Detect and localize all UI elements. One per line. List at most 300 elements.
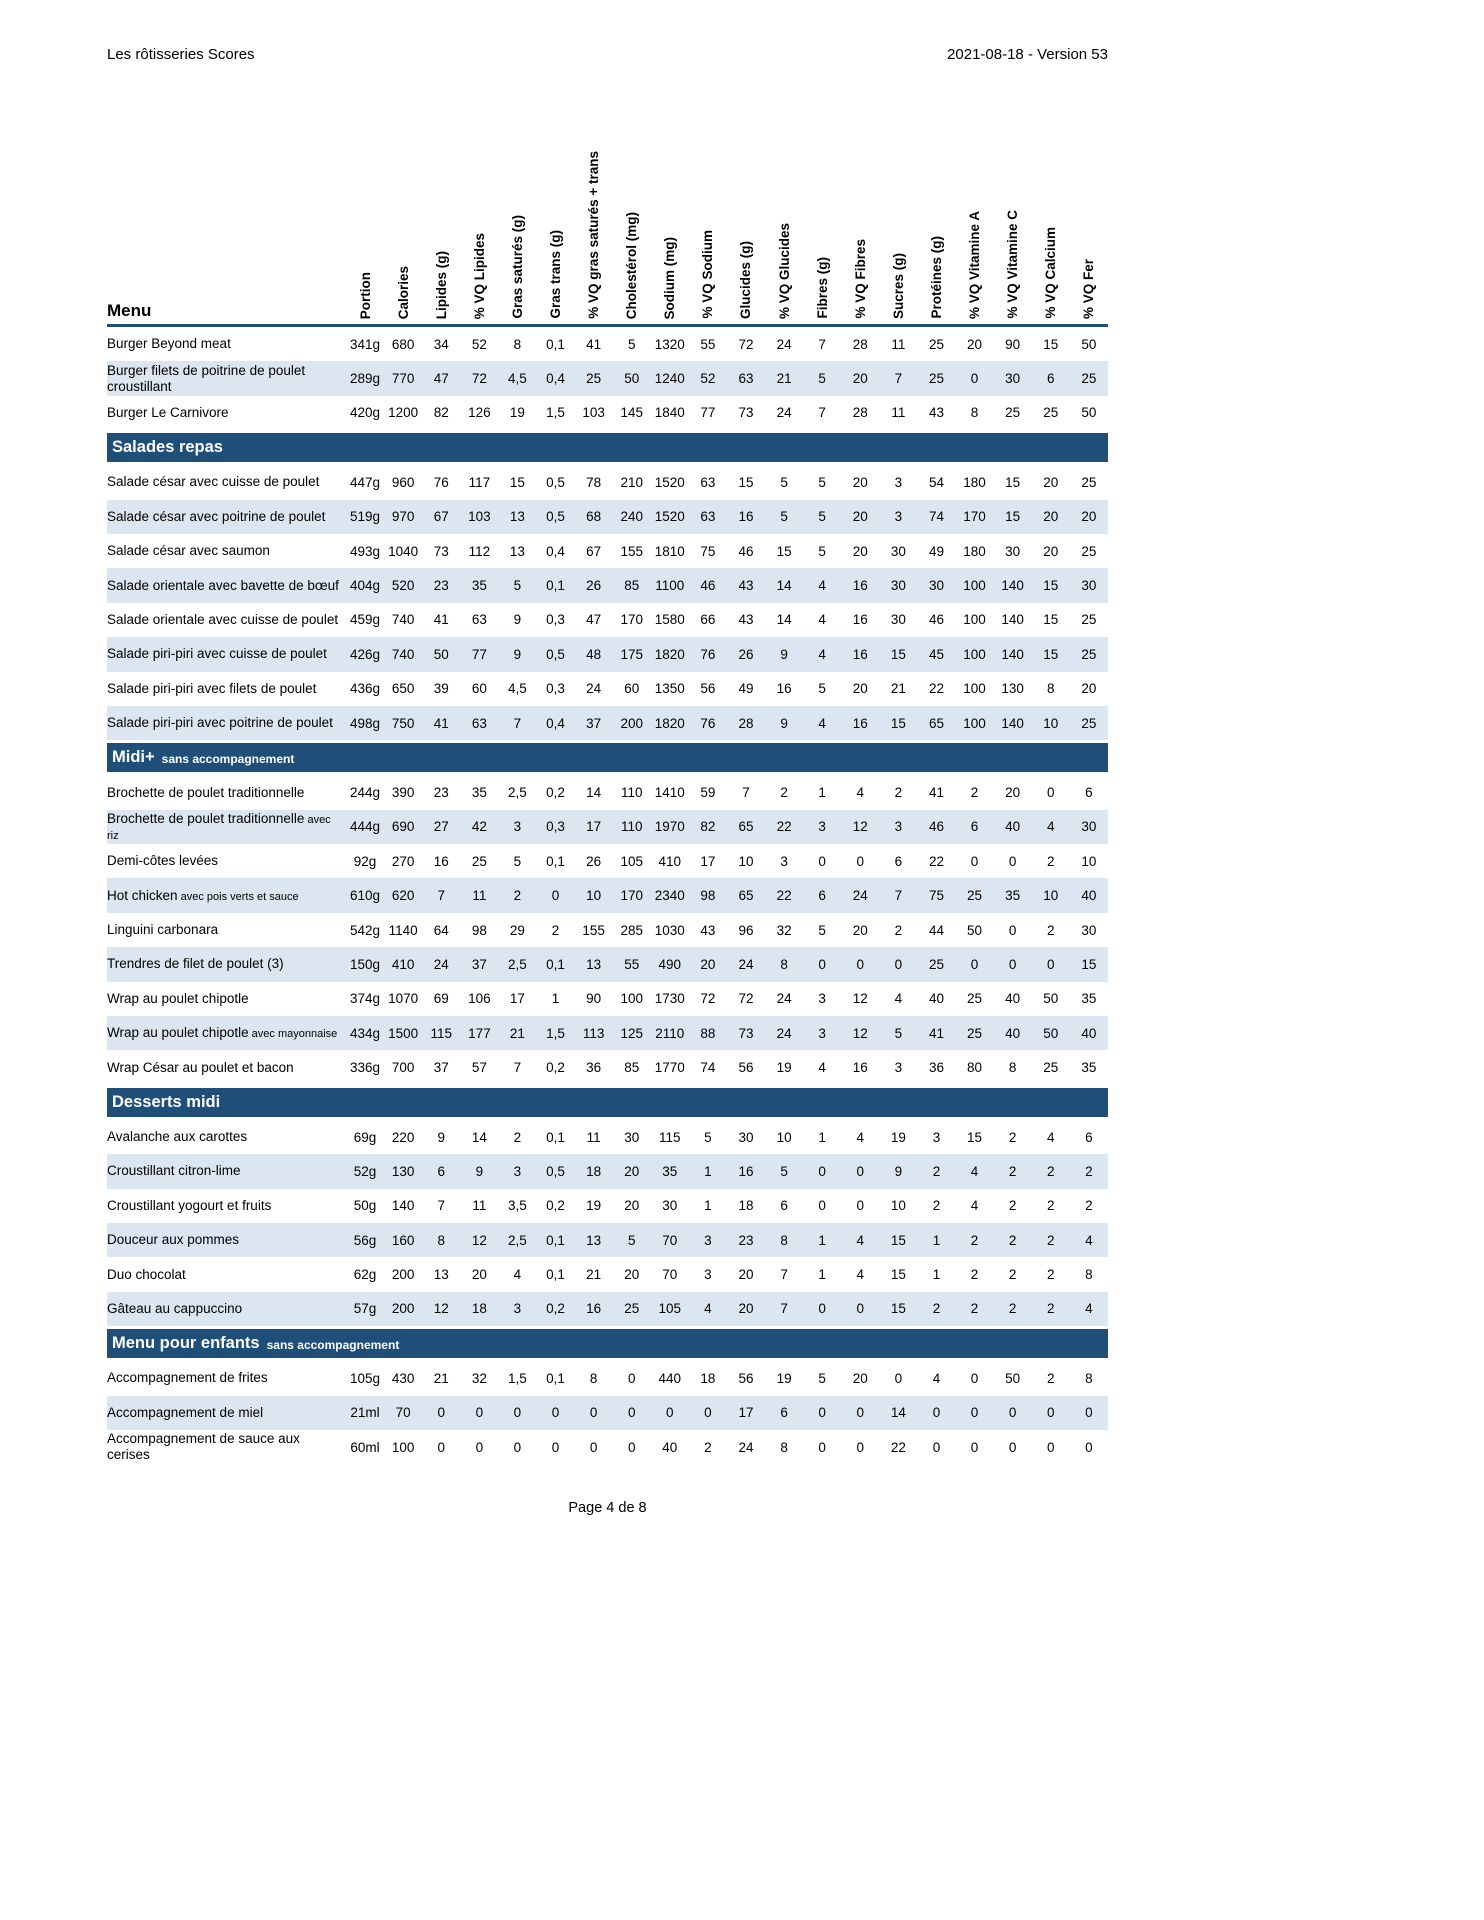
cell-value: 0,1 bbox=[546, 1370, 565, 1386]
cell-value: 20 bbox=[852, 509, 868, 525]
cell-value: 5 bbox=[818, 509, 826, 525]
cell-value: 3 bbox=[513, 1163, 522, 1179]
cell-value: 0 bbox=[1046, 784, 1055, 800]
menu-item-name: Wrap au poulet chipotle bbox=[107, 1025, 249, 1041]
cell-value: 15 bbox=[1081, 956, 1097, 972]
column-header-label: Sucres (g) bbox=[890, 252, 906, 319]
cell-value: 610g bbox=[350, 888, 381, 904]
cell-value: 65 bbox=[738, 819, 754, 835]
cell-value: 20 bbox=[852, 681, 868, 697]
page-header bbox=[107, 46, 1108, 63]
cell-value: 110 bbox=[620, 784, 643, 800]
cell-value: 54 bbox=[928, 474, 944, 490]
cell-value: 16 bbox=[738, 509, 754, 525]
cell-value: 1 bbox=[818, 1267, 826, 1283]
section-title: Menu pour enfants bbox=[112, 1334, 260, 1353]
cell-value: 45 bbox=[928, 646, 944, 662]
cell-value: 60ml bbox=[350, 1439, 380, 1455]
cell-value: 15 bbox=[890, 1232, 906, 1248]
cell-value: 105 bbox=[658, 1301, 682, 1317]
menu-item-cell bbox=[107, 1050, 346, 1084]
menu-item-cell bbox=[107, 810, 346, 844]
cell-value: 72 bbox=[738, 336, 754, 352]
cell-value: 459g bbox=[350, 612, 381, 628]
cell-value: 9 bbox=[780, 715, 788, 731]
cell-value: 25 bbox=[1081, 543, 1097, 559]
cell-value: 140 bbox=[1001, 612, 1024, 628]
menu-item-name-wrap bbox=[107, 509, 325, 525]
cell-value: 2 bbox=[513, 1129, 522, 1145]
menu-item-name-wrap bbox=[107, 853, 218, 869]
cell-value: 0 bbox=[475, 1439, 484, 1455]
menu-item-name-wrap bbox=[107, 681, 316, 697]
column-header-label: % VQ Lipides bbox=[471, 232, 487, 319]
cell-value: 48 bbox=[586, 646, 602, 662]
menu-item-name: Salade césar avec cuisse de poulet bbox=[107, 474, 320, 490]
cell-value: 0 bbox=[856, 956, 865, 972]
column-header-label: Gras saturés (g) bbox=[509, 215, 525, 319]
menu-item-name: Salade césar avec saumon bbox=[107, 543, 270, 559]
menu-item-cell bbox=[107, 1361, 346, 1395]
column-header-label: % VQ Sodium bbox=[700, 230, 716, 319]
cell-value: 9 bbox=[894, 1163, 903, 1179]
cell-value: 2 bbox=[894, 922, 903, 938]
cell-value: 16 bbox=[852, 646, 868, 662]
cell-value: 8 bbox=[970, 405, 979, 421]
menu-item-cell bbox=[107, 844, 346, 878]
cell-value: 40 bbox=[1081, 1025, 1097, 1041]
cell-value: 20 bbox=[852, 922, 868, 938]
cell-value: 5 bbox=[894, 1025, 903, 1041]
cell-value: 30 bbox=[738, 1129, 754, 1145]
table-row bbox=[107, 534, 1108, 568]
menu-item-name-wrap bbox=[107, 991, 249, 1007]
cell-value: 76 bbox=[433, 474, 449, 490]
menu-item-cell bbox=[107, 1223, 346, 1257]
cell-value: 1 bbox=[932, 1232, 941, 1248]
cell-value: 0,4 bbox=[546, 371, 565, 387]
cell-value: 5 bbox=[818, 371, 826, 387]
cell-value: 63 bbox=[700, 474, 716, 490]
cell-value: 25 bbox=[471, 853, 487, 869]
cell-value: 0,1 bbox=[546, 578, 565, 594]
cell-value: 10 bbox=[1081, 853, 1097, 869]
cell-value: 24 bbox=[433, 956, 449, 972]
table-row bbox=[107, 775, 1108, 809]
cell-value: 1770 bbox=[654, 1060, 685, 1076]
cell-value: 20 bbox=[852, 371, 868, 387]
cell-value: 40 bbox=[1005, 991, 1021, 1007]
cell-value: 1810 bbox=[654, 543, 685, 559]
cell-value: 15 bbox=[1043, 578, 1059, 594]
cell-value: 9 bbox=[513, 646, 522, 662]
cell-value: 960 bbox=[391, 474, 415, 490]
cell-value: 8 bbox=[513, 336, 522, 352]
cell-value: 1320 bbox=[654, 336, 685, 352]
cell-value: 63 bbox=[471, 612, 487, 628]
cell-value: 56 bbox=[700, 681, 716, 697]
cell-value: 37 bbox=[471, 956, 487, 972]
cell-value: 434g bbox=[350, 1025, 381, 1041]
cell-value: 36 bbox=[586, 1060, 602, 1076]
cell-value: 96 bbox=[738, 922, 754, 938]
cell-value: 0,2 bbox=[546, 1301, 565, 1317]
cell-value: 3 bbox=[704, 1232, 712, 1248]
cell-value: 0 bbox=[818, 1439, 826, 1455]
cell-value: 0 bbox=[970, 1405, 979, 1421]
menu-item-name-wrap bbox=[107, 956, 284, 972]
cell-value: 49 bbox=[928, 543, 944, 559]
cell-value: 0 bbox=[437, 1405, 445, 1421]
menu-item-name-wrap bbox=[107, 474, 319, 490]
cell-value: 41 bbox=[928, 784, 944, 800]
cell-value: 41 bbox=[586, 336, 602, 352]
cell-value: 30 bbox=[662, 1198, 678, 1214]
column-header bbox=[422, 119, 460, 324]
column-header bbox=[460, 119, 498, 324]
table-row bbox=[107, 1361, 1108, 1395]
cell-value: 110 bbox=[620, 819, 643, 835]
cell-value: 0 bbox=[818, 1405, 826, 1421]
table-row bbox=[107, 1430, 1108, 1464]
cell-value: 100 bbox=[963, 681, 986, 697]
cell-value: 25 bbox=[928, 371, 944, 387]
table-row bbox=[107, 844, 1108, 878]
cell-value: 67 bbox=[433, 509, 449, 525]
cell-value: 21 bbox=[586, 1267, 602, 1283]
menu-item-name: Salade césar avec poitrine de poulet bbox=[107, 508, 326, 524]
cell-value: 20 bbox=[624, 1267, 640, 1283]
cell-value: 0 bbox=[1008, 956, 1017, 972]
cell-value: 57 bbox=[471, 1060, 487, 1076]
table-body bbox=[107, 327, 1108, 1464]
cell-value: 6 bbox=[780, 1405, 788, 1421]
menu-item-name: Salade piri-piri avec poitrine de poulet bbox=[107, 715, 333, 731]
cell-value: 5 bbox=[513, 578, 522, 594]
menu-item-name-wrap bbox=[107, 811, 340, 843]
menu-item-name: Salade piri-piri avec cuisse de poulet bbox=[107, 646, 327, 662]
cell-value: 0 bbox=[1008, 1439, 1017, 1455]
cell-value: 20 bbox=[471, 1267, 487, 1283]
cell-value: 175 bbox=[620, 646, 643, 662]
cell-value: 1970 bbox=[654, 819, 685, 835]
section-header bbox=[107, 1088, 1108, 1117]
cell-value: 11 bbox=[472, 1198, 487, 1214]
cell-value: 519g bbox=[350, 509, 381, 525]
menu-item-name: Duo chocolat bbox=[107, 1266, 186, 1282]
cell-value: 0 bbox=[1046, 1405, 1055, 1421]
menu-item-name-wrap bbox=[107, 405, 229, 421]
cell-value: 5 bbox=[818, 474, 826, 490]
cell-value: 25 bbox=[1005, 405, 1021, 421]
cell-value: 105g bbox=[350, 1370, 381, 1386]
cell-value: 25 bbox=[1043, 405, 1059, 421]
cell-value: 1 bbox=[551, 991, 560, 1007]
cell-value: 8 bbox=[780, 956, 788, 972]
cell-value: 12 bbox=[852, 991, 868, 1007]
cell-value: 24 bbox=[586, 681, 602, 697]
cell-value: 4 bbox=[856, 784, 865, 800]
cell-value: 15 bbox=[1043, 612, 1059, 628]
column-header bbox=[689, 119, 727, 324]
cell-value: 2 bbox=[970, 1232, 979, 1248]
section-title: Midi+ bbox=[112, 748, 155, 767]
cell-value: 10 bbox=[1043, 888, 1059, 904]
cell-value: 0 bbox=[1085, 1439, 1093, 1455]
cell-value: 47 bbox=[586, 612, 602, 628]
cell-value: 3 bbox=[818, 1025, 826, 1041]
cell-value: 14 bbox=[471, 1129, 487, 1145]
cell-value: 21 bbox=[433, 1370, 449, 1386]
cell-value: 2,5 bbox=[508, 1232, 527, 1248]
cell-value: 20 bbox=[967, 336, 983, 352]
menu-item-name-suffix: avec mayonnaise bbox=[248, 1028, 338, 1041]
cell-value: 21 bbox=[776, 371, 792, 387]
cell-value: 436g bbox=[350, 681, 381, 697]
cell-value: 65 bbox=[738, 888, 754, 904]
cell-value: 30 bbox=[890, 543, 906, 559]
cell-value: 52 bbox=[700, 371, 716, 387]
cell-value: 26 bbox=[586, 853, 602, 869]
cell-value: 10 bbox=[1043, 715, 1059, 731]
column-header bbox=[1070, 119, 1108, 324]
cell-value: 9 bbox=[475, 1163, 484, 1179]
cell-value: 5 bbox=[780, 474, 788, 490]
cell-value: 0 bbox=[818, 956, 826, 972]
cell-value: 68 bbox=[586, 509, 602, 525]
cell-value: 100 bbox=[963, 715, 986, 731]
cell-value: 3 bbox=[894, 474, 903, 490]
cell-value: 200 bbox=[391, 1267, 415, 1283]
cell-value: 22 bbox=[776, 819, 792, 835]
cell-value: 145 bbox=[620, 405, 643, 421]
cell-value: 60 bbox=[624, 681, 640, 697]
menu-item-name: Salade orientale avec bavette de bœuf bbox=[107, 577, 339, 593]
cell-value: 0 bbox=[856, 1405, 865, 1421]
cell-value: 63 bbox=[471, 715, 487, 731]
menu-item-name: Douceur aux pommes bbox=[107, 1232, 240, 1248]
menu-item-name: Accompagnement de frites bbox=[107, 1370, 268, 1386]
cell-value: 2 bbox=[513, 888, 522, 904]
cell-value: 0 bbox=[970, 1370, 979, 1386]
cell-value: 1520 bbox=[654, 509, 685, 525]
cell-value: 112 bbox=[468, 543, 491, 559]
cell-value: 20 bbox=[852, 543, 868, 559]
cell-value: 10 bbox=[890, 1198, 906, 1214]
cell-value: 50g bbox=[353, 1198, 377, 1214]
cell-value: 0 bbox=[666, 1405, 674, 1421]
cell-value: 0 bbox=[1008, 1405, 1017, 1421]
cell-value: 15 bbox=[1043, 336, 1059, 352]
column-header-label: % VQ gras saturés + trans bbox=[586, 151, 602, 319]
cell-value: 2 bbox=[932, 1163, 941, 1179]
cell-value: 115 bbox=[430, 1025, 452, 1041]
cell-value: 140 bbox=[391, 1198, 415, 1214]
cell-value: 35 bbox=[1081, 1060, 1097, 1076]
cell-value: 30 bbox=[1005, 543, 1021, 559]
cell-value: 0,5 bbox=[546, 509, 565, 525]
cell-value: 25 bbox=[1081, 371, 1097, 387]
cell-value: 106 bbox=[468, 991, 491, 1007]
menu-item-cell bbox=[107, 1292, 346, 1326]
cell-value: 410 bbox=[658, 853, 682, 869]
cell-value: 34 bbox=[433, 336, 449, 352]
section-header bbox=[107, 743, 1108, 772]
column-header bbox=[536, 119, 574, 324]
menu-item-cell bbox=[107, 465, 346, 499]
cell-value: 88 bbox=[700, 1025, 716, 1041]
cell-value: 73 bbox=[433, 543, 449, 559]
table-row bbox=[107, 1223, 1108, 1257]
cell-value: 8 bbox=[1085, 1267, 1093, 1283]
cell-value: 10 bbox=[586, 888, 602, 904]
menu-item-name-wrap bbox=[107, 1405, 263, 1421]
cell-value: 47 bbox=[433, 371, 449, 387]
cell-value: 40 bbox=[662, 1439, 678, 1455]
cell-value: 2 bbox=[551, 922, 560, 938]
cell-value: 0,4 bbox=[546, 715, 565, 731]
table-row bbox=[107, 637, 1108, 671]
cell-value: 5 bbox=[780, 509, 788, 525]
cell-value: 18 bbox=[586, 1163, 602, 1179]
menu-item-name: Salade orientale avec cuisse de poulet bbox=[107, 611, 339, 627]
cell-value: 341g bbox=[350, 336, 381, 352]
cell-value: 2 bbox=[970, 1301, 979, 1317]
cell-value: 23 bbox=[738, 1232, 754, 1248]
cell-value: 30 bbox=[928, 578, 944, 594]
cell-value: 37 bbox=[433, 1060, 449, 1076]
cell-value: 270 bbox=[391, 853, 415, 869]
cell-value: 0 bbox=[856, 1163, 865, 1179]
cell-value: 0 bbox=[627, 1405, 636, 1421]
cell-value: 25 bbox=[1081, 474, 1097, 490]
cell-value: 1840 bbox=[654, 405, 685, 421]
cell-value: 25 bbox=[1081, 612, 1097, 628]
cell-value: 43 bbox=[738, 612, 754, 628]
cell-value: 19 bbox=[776, 1060, 792, 1076]
cell-value: 7 bbox=[780, 1267, 788, 1283]
cell-value: 66 bbox=[700, 612, 716, 628]
column-header bbox=[879, 119, 917, 324]
section-title: Desserts midi bbox=[112, 1092, 221, 1111]
cell-value: 0 bbox=[894, 1370, 903, 1386]
table-row bbox=[107, 810, 1108, 844]
table-row bbox=[107, 361, 1108, 395]
cell-value: 105 bbox=[620, 853, 643, 869]
cell-value: 0 bbox=[932, 1439, 941, 1455]
cell-value: 0 bbox=[513, 1439, 522, 1455]
column-header-label: % VQ Vitamine A bbox=[967, 210, 983, 319]
cell-value: 56 bbox=[738, 1060, 754, 1076]
menu-item-name-wrap bbox=[107, 612, 338, 628]
cell-value: 8 bbox=[780, 1232, 788, 1248]
menu-item-cell bbox=[107, 775, 346, 809]
cell-value: 43 bbox=[928, 405, 944, 421]
cell-value: 26 bbox=[738, 646, 754, 662]
cell-value: 17 bbox=[700, 853, 716, 869]
cell-value: 4 bbox=[856, 1129, 865, 1145]
cell-value: 177 bbox=[468, 1025, 491, 1041]
cell-value: 155 bbox=[620, 543, 643, 559]
menu-item-cell bbox=[107, 878, 346, 912]
cell-value: 690 bbox=[391, 819, 415, 835]
cell-value: 1500 bbox=[388, 1025, 419, 1041]
cell-value: 35 bbox=[1081, 991, 1097, 1007]
cell-value: 24 bbox=[776, 336, 792, 352]
cell-value: 26 bbox=[586, 578, 602, 594]
cell-value: 20 bbox=[1081, 509, 1097, 525]
cell-value: 10 bbox=[776, 1129, 792, 1145]
cell-value: 5 bbox=[780, 1163, 788, 1179]
cell-value: 0 bbox=[970, 371, 979, 387]
cell-value: 6 bbox=[1085, 784, 1093, 800]
cell-value: 4 bbox=[856, 1267, 865, 1283]
menu-item-name: Burger Beyond meat bbox=[107, 336, 231, 352]
menu-item-name: Croustillant yogourt et fruits bbox=[107, 1197, 272, 1213]
table-row bbox=[107, 1189, 1108, 1223]
cell-value: 6 bbox=[1085, 1129, 1093, 1145]
cell-value: 0 bbox=[475, 1405, 484, 1421]
cell-value: 30 bbox=[890, 578, 906, 594]
cell-value: 1040 bbox=[388, 543, 419, 559]
cell-value: 0 bbox=[818, 1301, 826, 1317]
cell-value: 62g bbox=[353, 1267, 377, 1283]
cell-value: 2340 bbox=[654, 888, 685, 904]
cell-value: 9 bbox=[780, 646, 788, 662]
cell-value: 6 bbox=[894, 853, 903, 869]
cell-value: 220 bbox=[391, 1129, 415, 1145]
cell-value: 18 bbox=[700, 1370, 716, 1386]
cell-value: 0 bbox=[1085, 1405, 1093, 1421]
cell-value: 2 bbox=[1046, 853, 1055, 869]
column-header-label: Protéines (g) bbox=[928, 236, 944, 319]
cell-value: 32 bbox=[471, 1370, 487, 1386]
cell-value: 740 bbox=[391, 612, 415, 628]
cell-value: 40 bbox=[1005, 819, 1021, 835]
cell-value: 98 bbox=[471, 922, 487, 938]
cell-value: 180 bbox=[963, 474, 986, 490]
cell-value: 39 bbox=[433, 681, 449, 697]
cell-value: 0,2 bbox=[546, 1198, 565, 1214]
cell-value: 2 bbox=[1046, 1301, 1055, 1317]
cell-value: 36 bbox=[928, 1060, 944, 1076]
cell-value: 770 bbox=[391, 371, 415, 387]
cell-value: 30 bbox=[1005, 371, 1021, 387]
cell-value: 63 bbox=[700, 509, 716, 525]
cell-value: 113 bbox=[582, 1025, 605, 1041]
column-header bbox=[803, 119, 841, 324]
cell-value: 7 bbox=[818, 336, 826, 352]
menu-item-cell bbox=[107, 534, 346, 568]
cell-value: 0 bbox=[1008, 853, 1017, 869]
table-row bbox=[107, 603, 1108, 637]
cell-value: 4 bbox=[1046, 1129, 1055, 1145]
cell-value: 520 bbox=[391, 578, 415, 594]
cell-value: 20 bbox=[1081, 681, 1097, 697]
cell-value: 14 bbox=[776, 578, 792, 594]
menu-item-cell bbox=[107, 500, 346, 534]
cell-value: 52g bbox=[353, 1163, 377, 1179]
cell-value: 24 bbox=[776, 1025, 792, 1041]
cell-value: 490 bbox=[658, 956, 682, 972]
table-row bbox=[107, 1120, 1108, 1154]
cell-value: 0,1 bbox=[546, 336, 565, 352]
cell-value: 30 bbox=[1081, 819, 1097, 835]
cell-value: 750 bbox=[391, 715, 415, 731]
cell-value: 25 bbox=[1081, 646, 1097, 662]
cell-value: 0 bbox=[513, 1405, 522, 1421]
cell-value: 3 bbox=[894, 819, 903, 835]
